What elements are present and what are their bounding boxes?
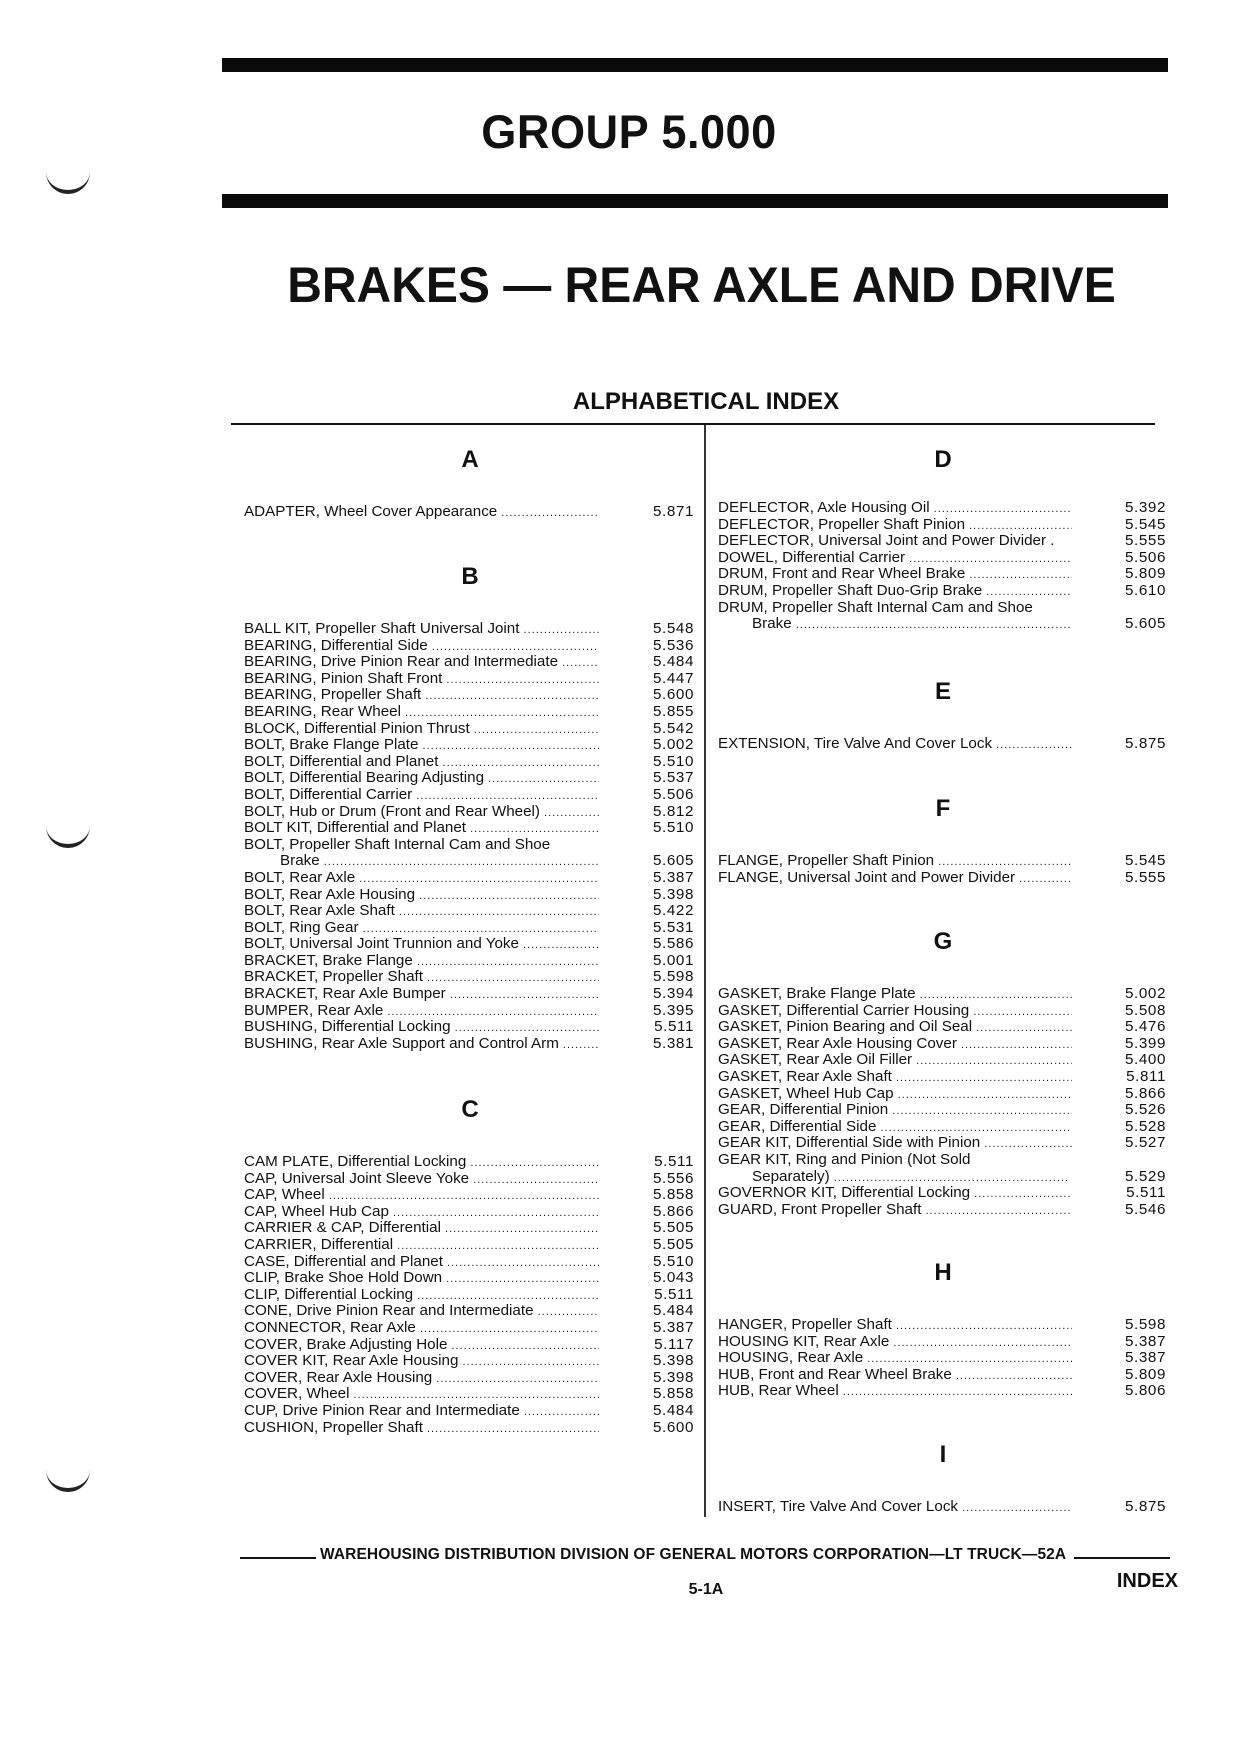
- index-entry: [244, 1220, 694, 1237]
- entry-page: 5.447: [652, 669, 694, 687]
- entry-name: BRACKET, Rear Axle Bumper .....: [244, 986, 599, 1004]
- entry-name: HOUSING, Rear Axle .....: [718, 1350, 1072, 1368]
- entry-name: Brake .....: [280, 853, 599, 871]
- index-entry: [718, 1334, 1164, 1351]
- entry-page: 5.546: [1124, 1200, 1166, 1218]
- entry-name: GOVERNOR KIT, Differential Locking .....: [718, 1185, 1072, 1203]
- entry-name: CARRIER, Differential .....: [244, 1237, 599, 1255]
- entry-page: 5.484: [652, 1401, 694, 1419]
- entry-name: CAP, Wheel .....: [244, 1187, 599, 1205]
- index-list-f: [718, 853, 1164, 886]
- binder-hole-mark: [46, 822, 90, 848]
- entry-name: DEFLECTOR, Propeller Shaft Pinion .....: [718, 517, 1072, 535]
- entry-page: 5.858: [652, 1186, 694, 1204]
- footer-rule-left: [240, 1557, 316, 1559]
- entry-page: 5.526: [1124, 1101, 1166, 1119]
- entry-page: 5.476: [1124, 1018, 1166, 1036]
- entry-name: BOLT, Ring Gear .....: [244, 920, 599, 938]
- index-entry: [718, 566, 1164, 583]
- entry-name: ADAPTER, Wheel Cover Appearance .....: [244, 504, 599, 522]
- entry-name: GASKET, Wheel Hub Cap .....: [718, 1086, 1072, 1104]
- entry-name: Brake .....: [752, 616, 1070, 634]
- index-entry: [718, 1119, 1164, 1136]
- entry-page: 5.875: [1124, 735, 1166, 752]
- entry-page: 5.505: [652, 1235, 694, 1253]
- entry-page: 5.002: [652, 736, 694, 754]
- entry-page: 5.387: [652, 1318, 694, 1336]
- entry-page: 5.510: [652, 819, 694, 837]
- header-rule-bottom: [222, 194, 1168, 208]
- entry-page: 5.855: [652, 702, 694, 720]
- entry-name: COVER, Wheel .....: [244, 1386, 599, 1404]
- index-list-i: [718, 1499, 1164, 1516]
- entry-page: 5.508: [1124, 1001, 1166, 1019]
- page-number: 5-1A: [688, 1581, 724, 1598]
- entry-name: GUARD, Front Propeller Shaft .....: [718, 1202, 1072, 1220]
- entry-name: BOLT, Rear Axle Housing .....: [244, 887, 599, 905]
- binder-hole-mark: [46, 1466, 90, 1492]
- entry-name: BEARING, Pinion Shaft Front .....: [244, 671, 599, 689]
- index-entry: [718, 986, 1164, 1003]
- entry-name: CLIP, Differential Locking .....: [244, 1287, 599, 1305]
- entry-page: 5.610: [1124, 581, 1166, 599]
- entry-page: 5.505: [652, 1219, 694, 1237]
- index-entry: [718, 853, 1164, 870]
- entry-name: DRUM, Front and Rear Wheel Brake .....: [718, 566, 1072, 584]
- entry-name: DEFLECTOR, Universal Joint and Power Divider .: [718, 533, 1055, 550]
- index-entry: [718, 533, 1164, 550]
- entry-name: COVER, Brake Adjusting Hole .....: [244, 1337, 599, 1355]
- entry-name: CARRIER & CAP, Differential .....: [244, 1220, 599, 1238]
- entry-page: 5.394: [652, 985, 694, 1003]
- entry-page: 5.484: [652, 653, 694, 671]
- index-entry: [718, 1383, 1164, 1400]
- entry-name: DEFLECTOR, Axle Housing Oil .....: [718, 500, 1072, 518]
- entry-page: 5.043: [652, 1269, 694, 1287]
- entry-name: BOLT, Differential Carrier .....: [244, 787, 599, 805]
- index-entry: [718, 1135, 1164, 1152]
- index-entry: [718, 1003, 1164, 1020]
- index-entry: [244, 671, 694, 688]
- footer-rule-right: [1074, 1557, 1170, 1559]
- entry-name: HANGER, Propeller Shaft .....: [718, 1317, 1072, 1335]
- entry-page: 5.528: [1124, 1117, 1166, 1135]
- entry-page: 5.545: [1124, 515, 1166, 533]
- index-entry: [718, 1202, 1164, 1219]
- entry-name: GASKET, Differential Carrier Housing .....: [718, 1003, 1072, 1021]
- index-list-d: [718, 500, 1164, 633]
- entry-page: 5.605: [1124, 615, 1166, 633]
- entry-page: 5.858: [652, 1385, 694, 1403]
- entry-name: DRUM, Propeller Shaft Duo-Grip Brake .....: [718, 583, 1072, 601]
- index-entry: [244, 654, 694, 671]
- entry-name: HOUSING KIT, Rear Axle .....: [718, 1334, 1072, 1352]
- index-entry: [244, 1154, 694, 1171]
- entry-name: DRUM, Propeller Shaft Internal Cam and Shoe: [718, 599, 1033, 616]
- entry-name: CLIP, Brake Shoe Hold Down .....: [244, 1270, 599, 1288]
- entry-name: CAP, Wheel Hub Cap .....: [244, 1204, 599, 1222]
- index-entry: [718, 1019, 1164, 1036]
- entry-page: 5.600: [652, 1418, 694, 1436]
- entry-name: BOLT, Universal Joint Trunnion and Yoke .....: [244, 936, 599, 954]
- entry-page: 5.506: [1124, 548, 1166, 566]
- entry-page: 5.395: [652, 1001, 694, 1019]
- footer-text: WAREHOUSING DISTRIBUTION DIVISION OF GENERAL MOTORS CORPORATION—LT TRUCK—52A: [320, 1546, 1067, 1563]
- entry-page: 5.398: [652, 1368, 694, 1386]
- entry-name: BEARING, Differential Side .....: [244, 638, 599, 656]
- index-entry: [244, 621, 694, 638]
- index-list-a: [244, 504, 694, 521]
- entry-page: 5.511: [1126, 1184, 1166, 1202]
- index-entry: [244, 1036, 694, 1053]
- entry-name: CONE, Drive Pinion Rear and Intermediate .....: [244, 1303, 599, 1321]
- entry-name: BOLT, Rear Axle .....: [244, 870, 599, 888]
- index-entry: [244, 953, 694, 970]
- index-divider: [231, 423, 1155, 425]
- entry-page: 5.400: [1124, 1051, 1166, 1069]
- index-entry: [244, 920, 694, 937]
- entry-name: BUSHING, Rear Axle Support and Control Arm .....: [244, 1036, 599, 1054]
- entry-name: GEAR, Differential Side .....: [718, 1119, 1072, 1137]
- section-letter-a: A: [461, 446, 479, 473]
- entry-name: BOLT KIT, Differential and Planet .....: [244, 820, 599, 838]
- index-list-c: [244, 1154, 694, 1436]
- section-letter-i: I: [939, 1441, 947, 1468]
- entry-page: 5.542: [652, 719, 694, 737]
- index-entry: [718, 1185, 1164, 1202]
- index-entry: [244, 787, 694, 804]
- index-entry: [244, 1237, 694, 1254]
- entry-name: BEARING, Drive Pinion Rear and Intermediate .....: [244, 654, 599, 672]
- index-entry: [244, 1187, 694, 1204]
- entry-page: 5.511: [654, 1285, 694, 1303]
- entry-page: 5.506: [652, 785, 694, 803]
- index-entry: [244, 1337, 694, 1354]
- index-entry: [718, 550, 1164, 567]
- index-entry: [718, 1052, 1164, 1069]
- index-entry: [244, 1270, 694, 1287]
- index-entry: [244, 737, 694, 754]
- entry-page: 5.866: [652, 1202, 694, 1220]
- entry-page: 5.484: [652, 1302, 694, 1320]
- entry-page: 5.381: [652, 1034, 694, 1052]
- index-entry: [244, 754, 694, 771]
- index-entry: [244, 986, 694, 1003]
- binder-hole-mark: [46, 168, 90, 194]
- entry-name: DOWEL, Differential Carrier .....: [718, 550, 1072, 568]
- section-label: INDEX: [1116, 1570, 1178, 1592]
- entry-name: GEAR, Differential Pinion .....: [718, 1102, 1072, 1120]
- section-letter-d: D: [934, 446, 952, 473]
- entry-name: GEAR KIT, Differential Side with Pinion .....: [718, 1135, 1072, 1153]
- entry-page: 5.387: [652, 868, 694, 886]
- column-divider: [704, 425, 706, 1517]
- header-rule-top: [222, 58, 1168, 72]
- index-entry: [244, 936, 694, 953]
- entry-name: COVER, Rear Axle Housing .....: [244, 1370, 599, 1388]
- entry-name: BOLT, Hub or Drum (Front and Rear Wheel) .....: [244, 804, 599, 822]
- entry-page: 5.586: [652, 935, 694, 953]
- index-list-h: [718, 1317, 1164, 1400]
- entry-page: 5.809: [1124, 1365, 1166, 1383]
- index-entry: [718, 1152, 1164, 1169]
- index-entry: [244, 1171, 694, 1188]
- index-entry: [718, 583, 1164, 600]
- entry-page: 5.531: [652, 918, 694, 936]
- entry-page: 5.555: [1124, 532, 1166, 550]
- entry-name: BEARING, Rear Wheel .....: [244, 704, 599, 722]
- entry-name: BALL KIT, Propeller Shaft Universal Joint .....: [244, 621, 599, 639]
- index-entry: [244, 853, 694, 870]
- index-entry: [244, 504, 694, 521]
- entry-name: INSERT, Tire Valve And Cover Lock .....: [718, 1499, 1072, 1517]
- entry-name: BEARING, Propeller Shaft .....: [244, 687, 599, 705]
- entry-name: CAP, Universal Joint Sleeve Yoke .....: [244, 1171, 599, 1189]
- entry-page: 5.399: [1124, 1034, 1166, 1052]
- entry-page: 5.422: [652, 902, 694, 920]
- entry-name: FLANGE, Propeller Shaft Pinion .....: [718, 853, 1072, 871]
- entry-name: BOLT, Differential and Planet .....: [244, 754, 599, 772]
- index-entry: [244, 770, 694, 787]
- index-entry: [244, 1303, 694, 1320]
- index-entry: [718, 1499, 1164, 1516]
- section-letter-b: B: [461, 563, 479, 590]
- entry-name: BOLT, Rear Axle Shaft .....: [244, 903, 599, 921]
- entry-name: BOLT, Propeller Shaft Internal Cam and Shoe: [244, 836, 551, 853]
- index-entry: [244, 1386, 694, 1403]
- entry-name: CUSHION, Propeller Shaft .....: [244, 1420, 599, 1438]
- index-entry: [718, 1350, 1164, 1367]
- entry-page: 5.866: [1124, 1084, 1166, 1102]
- entry-page: 5.811: [1126, 1067, 1166, 1085]
- index-list-g: [718, 986, 1164, 1218]
- entry-name: GASKET, Rear Axle Shaft .....: [718, 1069, 1072, 1087]
- index-entry: [244, 704, 694, 721]
- entry-name: HUB, Rear Wheel .....: [718, 1383, 1072, 1401]
- entry-page: 5.598: [652, 968, 694, 986]
- entry-name: CONNECTOR, Rear Axle .....: [244, 1320, 599, 1338]
- entry-page: 5.537: [652, 769, 694, 787]
- entry-page: 5.398: [652, 1352, 694, 1370]
- entry-name: BUSHING, Differential Locking .....: [244, 1019, 599, 1037]
- entry-page: 5.812: [652, 802, 694, 820]
- entry-name: BUMPER, Rear Axle .....: [244, 1003, 599, 1021]
- entry-name: GASKET, Rear Axle Housing Cover .....: [718, 1036, 1072, 1054]
- page-title: BRAKES — REAR AXLE AND DRIVE: [287, 257, 1116, 313]
- entry-page: 5.529: [1124, 1167, 1166, 1185]
- index-entry: [718, 517, 1164, 534]
- index-entry: [244, 638, 694, 655]
- index-list-b: [244, 621, 694, 1052]
- entry-page: 5.002: [1124, 985, 1166, 1002]
- entry-page: 5.556: [652, 1169, 694, 1187]
- entry-name: HUB, Front and Rear Wheel Brake .....: [718, 1367, 1072, 1385]
- index-entry: [718, 600, 1164, 617]
- entry-page: 5.510: [652, 1252, 694, 1270]
- entry-name: BOLT, Brake Flange Plate .....: [244, 737, 599, 755]
- entry-name: COVER KIT, Rear Axle Housing .....: [244, 1353, 599, 1371]
- index-entry: [244, 1019, 694, 1036]
- index-entry: [244, 1254, 694, 1271]
- index-entry: [244, 820, 694, 837]
- entry-page: 5.536: [652, 636, 694, 654]
- entry-page: 5.511: [654, 1153, 694, 1170]
- section-letter-g: G: [933, 928, 953, 955]
- index-title: ALPHABETICAL INDEX: [572, 388, 840, 415]
- entry-page: 5.527: [1124, 1134, 1166, 1152]
- entry-page: 5.871: [652, 503, 694, 520]
- entry-name: BRACKET, Brake Flange .....: [244, 953, 599, 971]
- entry-page: 5.510: [652, 752, 694, 770]
- entry-name: FLANGE, Universal Joint and Power Divider .....: [718, 870, 1072, 888]
- entry-page: 5.809: [1124, 565, 1166, 583]
- section-letter-e: E: [934, 678, 951, 705]
- index-entry: [244, 903, 694, 920]
- entry-name: Separately) .....: [752, 1169, 1070, 1187]
- entry-page: 5.387: [1124, 1332, 1166, 1350]
- index-entry: [718, 1086, 1164, 1103]
- entry-name: BRACKET, Propeller Shaft .....: [244, 969, 599, 987]
- entry-page: 5.387: [1124, 1349, 1166, 1367]
- index-entry: [718, 1102, 1164, 1119]
- entry-page: 5.545: [1124, 852, 1166, 869]
- index-entry: [244, 804, 694, 821]
- entry-page: 5.600: [652, 686, 694, 704]
- entry-name: CASE, Differential and Planet .....: [244, 1254, 599, 1272]
- index-entry: [718, 616, 1164, 633]
- index-entry: [244, 969, 694, 986]
- index-entry: [244, 887, 694, 904]
- entry-page: 5.001: [652, 951, 694, 969]
- index-entry: [718, 1169, 1164, 1186]
- entry-page: 5.548: [652, 620, 694, 637]
- index-entry: [718, 1367, 1164, 1384]
- index-entry: [244, 837, 694, 854]
- entry-page: 5.605: [652, 852, 694, 870]
- index-entry: [244, 1287, 694, 1304]
- entry-name: GASKET, Pinion Bearing and Oil Seal .....: [718, 1019, 1072, 1037]
- section-letter-c: C: [461, 1096, 479, 1123]
- index-entry: [244, 687, 694, 704]
- index-entry: [244, 1003, 694, 1020]
- entry-name: BLOCK, Differential Pinion Thrust .....: [244, 721, 599, 739]
- entry-page: 5.398: [652, 885, 694, 903]
- group-title: GROUP 5.000: [481, 105, 777, 158]
- index-entry: [718, 1069, 1164, 1086]
- section-letter-h: H: [934, 1259, 952, 1286]
- entry-page: 5.511: [654, 1018, 694, 1036]
- index-entry: [244, 870, 694, 887]
- entry-name: GEAR KIT, Ring and Pinion (Not Sold: [718, 1151, 971, 1168]
- index-entry: [718, 870, 1164, 887]
- entry-name: CAM PLATE, Differential Locking .....: [244, 1154, 599, 1172]
- index-entry: [244, 1403, 694, 1420]
- entry-name: GASKET, Rear Axle Oil Filler .....: [718, 1052, 1072, 1070]
- entry-name: CUP, Drive Pinion Rear and Intermediate .....: [244, 1403, 599, 1421]
- entry-page: 5.555: [1124, 868, 1166, 886]
- entry-name: EXTENSION, Tire Valve And Cover Lock .....: [718, 736, 1072, 754]
- index-entry: [244, 721, 694, 738]
- entry-page: 5.392: [1124, 499, 1166, 516]
- index-entry: [244, 1420, 694, 1437]
- index-entry: [718, 1317, 1164, 1334]
- entry-page: 5.875: [1124, 1498, 1166, 1515]
- index-entry: [244, 1204, 694, 1221]
- entry-page: 5.598: [1124, 1316, 1166, 1333]
- index-entry: [244, 1370, 694, 1387]
- entry-name: GASKET, Brake Flange Plate .....: [718, 986, 1072, 1004]
- entry-page: 5.117: [654, 1335, 694, 1353]
- section-letter-f: F: [935, 795, 951, 822]
- index-entry: [244, 1320, 694, 1337]
- index-entry: [244, 1353, 694, 1370]
- index-entry: [718, 1036, 1164, 1053]
- index-entry: [718, 500, 1164, 517]
- entry-name: BOLT, Differential Bearing Adjusting .....: [244, 770, 599, 788]
- index-entry: [718, 736, 1164, 753]
- entry-page: 5.806: [1124, 1382, 1166, 1400]
- index-list-e: [718, 736, 1164, 753]
